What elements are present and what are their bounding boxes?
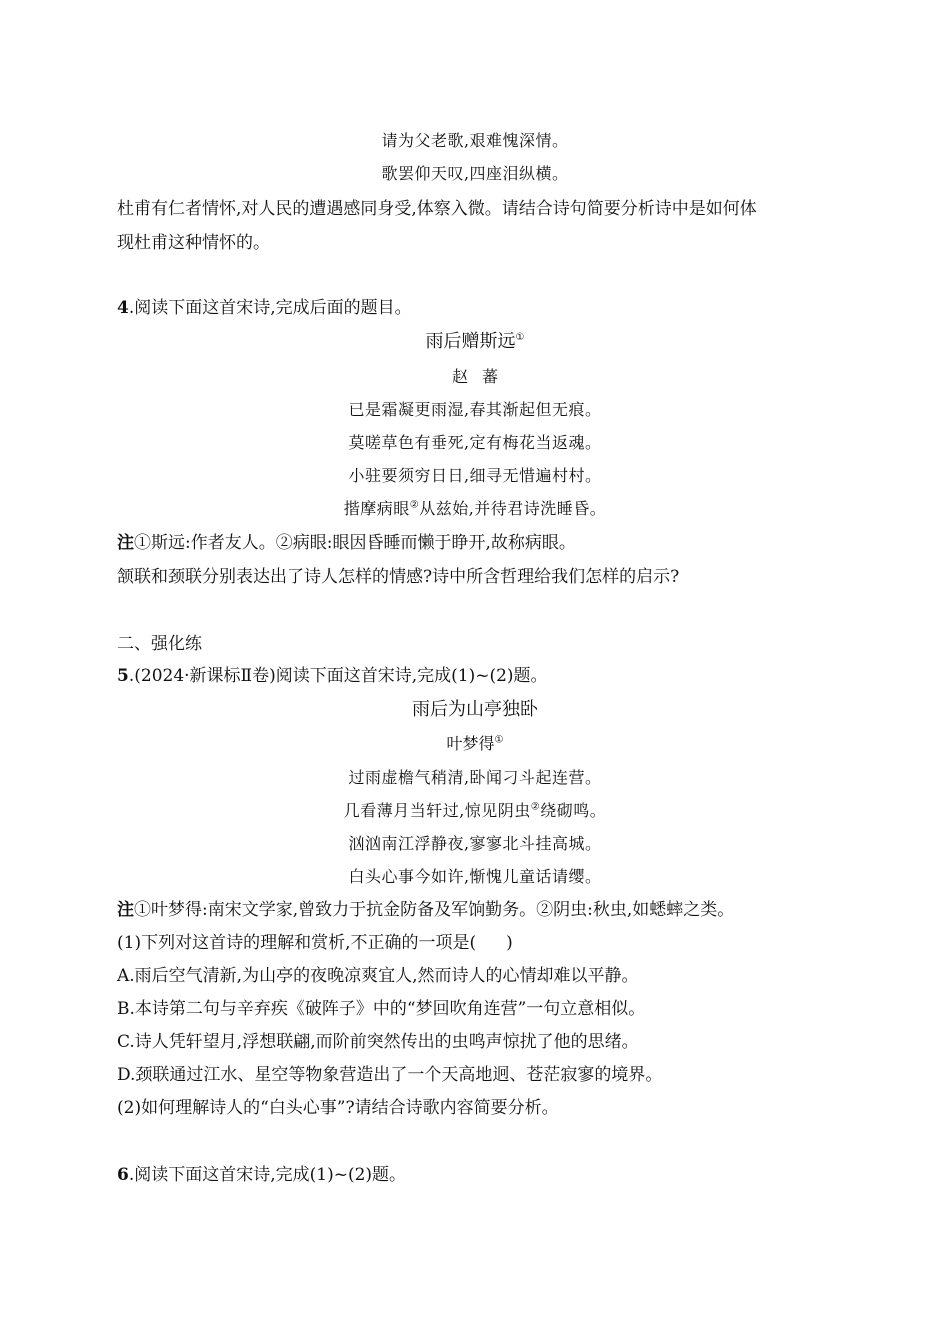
question-number: 4 xyxy=(117,298,129,318)
sub-question-2: (2)如何理解诗人的“白头心事”?请结合诗歌内容简要分析。 xyxy=(117,1098,559,1118)
option-a: A.雨后空气清新,为山亭的夜晚凉爽宜人,然而诗人的心情却难以平静。 xyxy=(117,966,639,986)
footnote-marker: ① xyxy=(494,734,504,746)
poem-line: 莫嗟草色有垂死,定有梅花当返魂。 xyxy=(348,433,602,452)
poem-author xyxy=(0,366,950,388)
question-4-intro xyxy=(117,297,412,319)
poem-line: 过雨虚檐气稍清,卧闻刁斗起连营。 xyxy=(348,768,602,787)
poem-line: 汹汹南江浮静夜,寥寥北斗挂高城。 xyxy=(348,834,602,853)
footnote-marker: ② xyxy=(409,499,420,511)
question-number: 6 xyxy=(117,1165,129,1185)
poem-line: 已是霜凝更雨湿,春其渐起但无痕。 xyxy=(348,400,602,419)
question-prompt: 杜甫有仁者情怀,对人民的遭遇感同身受,体察入微。请结合诗句简要分析诗中是如何体 xyxy=(117,199,757,219)
poem-line xyxy=(0,800,950,822)
poem-title: 雨后为山亭独卧 xyxy=(412,699,538,720)
question-5-intro xyxy=(117,665,548,687)
footnote-marker: ② xyxy=(530,801,541,813)
poem-text: 几看薄月当轩过,惊见阴虫 xyxy=(343,801,531,820)
question-number: 5 xyxy=(117,666,129,686)
question-6-intro xyxy=(117,1164,406,1186)
poem-title-text: 雨后赠斯远 xyxy=(425,331,516,352)
question-intro-text: .阅读下面这首宋诗,完成(1)~(2)题。 xyxy=(128,1165,407,1185)
sub-question-1 xyxy=(117,932,513,954)
poem-line: 请为父老歌,艰难愧深情。 xyxy=(381,131,569,150)
poem-line: 白头心事今如许,惭愧儿童话请缨。 xyxy=(348,867,602,886)
poem-text: 绕砌鸣。 xyxy=(540,801,607,820)
poem-author-text: 赵蕃 xyxy=(451,367,512,386)
option-c: C.诗人凭轩望月,浮想联翩,而阶前突然传出的虫鸣声惊扰了他的思绪。 xyxy=(117,1032,639,1052)
poem-author xyxy=(0,733,950,755)
question-intro-text: .阅读下面这首宋诗,完成后面的题目。 xyxy=(128,298,412,318)
footnote-marker: ① xyxy=(515,332,525,343)
question-prompt: 现杜甫这种情怀的。 xyxy=(117,233,270,253)
sub-question-text: (1)下列对这首诗的理解和赏析,不正确的一项是( xyxy=(117,933,477,953)
poem-title xyxy=(0,331,950,353)
poem-author-text: 叶梦得 xyxy=(446,734,495,753)
poem-note xyxy=(117,532,576,554)
note-label: 注 xyxy=(117,533,134,553)
poem-line xyxy=(0,498,950,520)
question-intro-text: .(2024·新课标Ⅱ卷)阅读下面这首宋诗,完成(1)~(2)题。 xyxy=(128,666,548,686)
question-text: 颔联和颈联分别表达出了诗人怎样的情感?诗中所含哲理给我们怎样的启示? xyxy=(117,567,680,587)
poem-text: 揩摩病眼 xyxy=(343,499,410,518)
note-text: ①叶梦得:南宋文学家,曾致力于抗金防备及军饷勤务。②阴虫:秋虫,如蟋蟀之类。 xyxy=(134,900,735,920)
poem-note xyxy=(117,899,734,921)
section-heading: 二、强化练 xyxy=(117,634,202,654)
note-text: ①斯远:作者友人。②病眼:眼因昏睡而懒于睁开,故称病眼。 xyxy=(134,533,576,553)
poem-line: 歌罢仰天叹,四座泪纵横。 xyxy=(381,164,569,183)
poem-line: 小驻要须穷日日,细寻无惜遍村村。 xyxy=(348,466,602,485)
note-label: 注 xyxy=(117,900,134,920)
poem-text: 从兹始,并待君诗洗睡昏。 xyxy=(419,499,607,518)
option-b: B.本诗第二句与辛弃疾《破阵子》中的“梦回吹角连营”一句立意相似。 xyxy=(117,999,646,1019)
option-d: D.颈联通过江水、星空等物象营造出了一个天高地迥、苍茫寂寥的境界。 xyxy=(117,1065,663,1085)
sub-question-text: ) xyxy=(506,933,513,953)
